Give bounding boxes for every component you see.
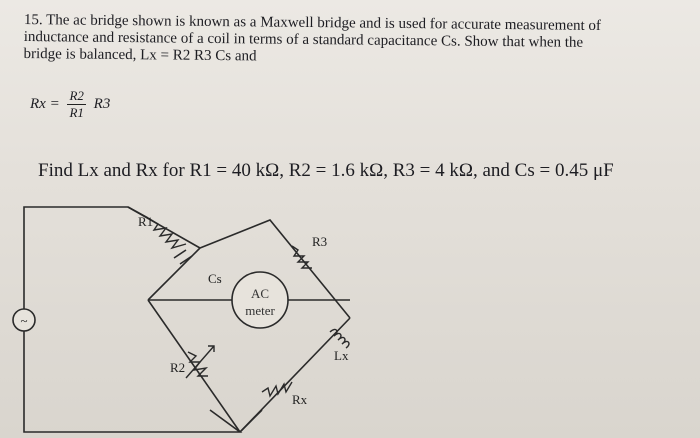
equation-denominator: R1 [69,105,84,120]
meter-label-ac: AC [250,286,270,301]
wire-bottom-left [24,328,240,432]
wire-top-left [24,207,200,312]
ac-source-symbol: ~ [20,313,28,328]
problem-line-3: bridge is balanced, Lx = R2 R3 Cs and [23,45,257,65]
label-r3: R3 [312,234,328,249]
meter-label-meter: meter [245,303,275,318]
wire-arm-bottom-left [148,300,240,432]
wire-arm-top-left [148,248,200,300]
problem-number: 15. [23,12,43,29]
r3-resistor [292,246,312,268]
equation-rhs: R3 [93,95,111,112]
label-lx: Lx [334,348,349,363]
r2-resistor [186,346,214,378]
cs-capacitor [174,250,192,264]
find-statement: Find Lx and Rx for R1 = 40 kΩ, R2 = 1.6 kΩ, R3 = 4 kΩ, and Cs = 0.45 μF [38,160,614,181]
problem-line-2: inductance and resistance of a coil in terms of a standard capacitance Cs. Show that when the [23,28,584,51]
equation-numerator: R2 [69,88,84,103]
label-r2: R2 [170,360,186,375]
lx-inductor [330,329,349,348]
label-rx: Rx [292,392,308,407]
wire-arm-bottom-right [240,318,350,432]
equation-lhs: Rx = [30,95,60,112]
label-cs: Cs [208,271,222,286]
label-r1: R1 [138,214,154,229]
problem-line-1: 15. The ac bridge shown is known as a Maxwell bridge and is used for accurate measurement of [23,12,602,35]
